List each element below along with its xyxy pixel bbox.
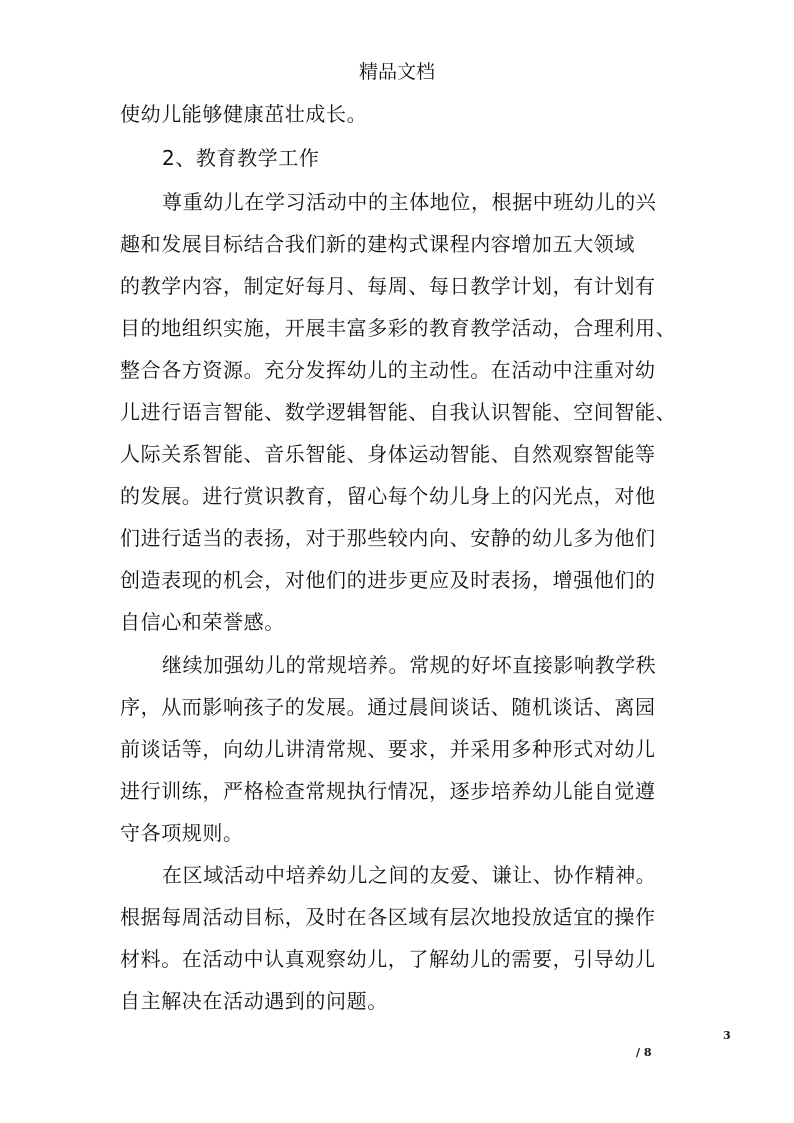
text-line: 人际关系智能、音乐智能、身体运动智能、自然观察智能等	[120, 442, 656, 466]
text-line: 整合各方资源。充分发挥幼儿的主动性。在活动中注重对幼	[120, 358, 656, 382]
text-line: 前谈话等，向幼儿讲清常规、要求，并采用多种形式对幼儿	[120, 737, 656, 761]
text-line: 目的地组织实施，开展丰富多彩的教育教学活动，合理利用、	[120, 316, 677, 340]
text-line: 在区域活动中培养幼儿之间的友爱、谦让、协作精神。	[162, 863, 657, 887]
page-total: / 8	[636, 1046, 652, 1059]
text-line: 序，从而影响孩子的发展。通过晨间谈话、随机谈话、离园	[120, 695, 656, 719]
page-number: 3	[723, 1029, 731, 1042]
text-line: 创造表现的机会，对他们的进步更应及时表扬，增强他们的	[120, 568, 656, 592]
page-header-title: 精品文档	[358, 61, 435, 83]
text-line: 使幼儿能够健康茁壮成长。	[120, 102, 368, 126]
text-line: 的发展。进行赏识教育，留心每个幼儿身上的闪光点，对他	[120, 484, 656, 508]
text-line: 的教学内容，制定好每月、每周、每日教学计划，有计划有	[120, 274, 656, 298]
text-line: 自主解决在活动遇到的问题。	[120, 989, 388, 1013]
text-line: 儿进行语言智能、数学逻辑智能、自我认识智能、空间智能、	[120, 400, 677, 424]
text-line: 们进行适当的表扬，对于那些较内向、安静的幼儿多为他们	[120, 526, 656, 550]
text-line: 继续加强幼儿的常规培养。常规的好坏直接影响教学秩	[162, 653, 657, 677]
text-line: 根据每周活动目标，及时在各区域有层次地投放适宜的操作	[120, 905, 656, 929]
text-line: 自信心和荣誉感。	[120, 610, 285, 634]
text-line: 进行训练，严格检查常规执行情况，逐步培养幼儿能自觉遵	[120, 779, 656, 803]
section-heading: 2、教育教学工作	[162, 146, 320, 170]
text-line: 守各项规则。	[120, 821, 244, 845]
text-line: 材料。在活动中认真观察幼儿，了解幼儿的需要，引导幼儿	[120, 947, 656, 971]
text-line: 尊重幼儿在学习活动中的主体地位，根据中班幼儿的兴	[162, 190, 657, 214]
text-line: 趣和发展目标结合我们新的建构式课程内容增加五大领域	[120, 232, 635, 256]
